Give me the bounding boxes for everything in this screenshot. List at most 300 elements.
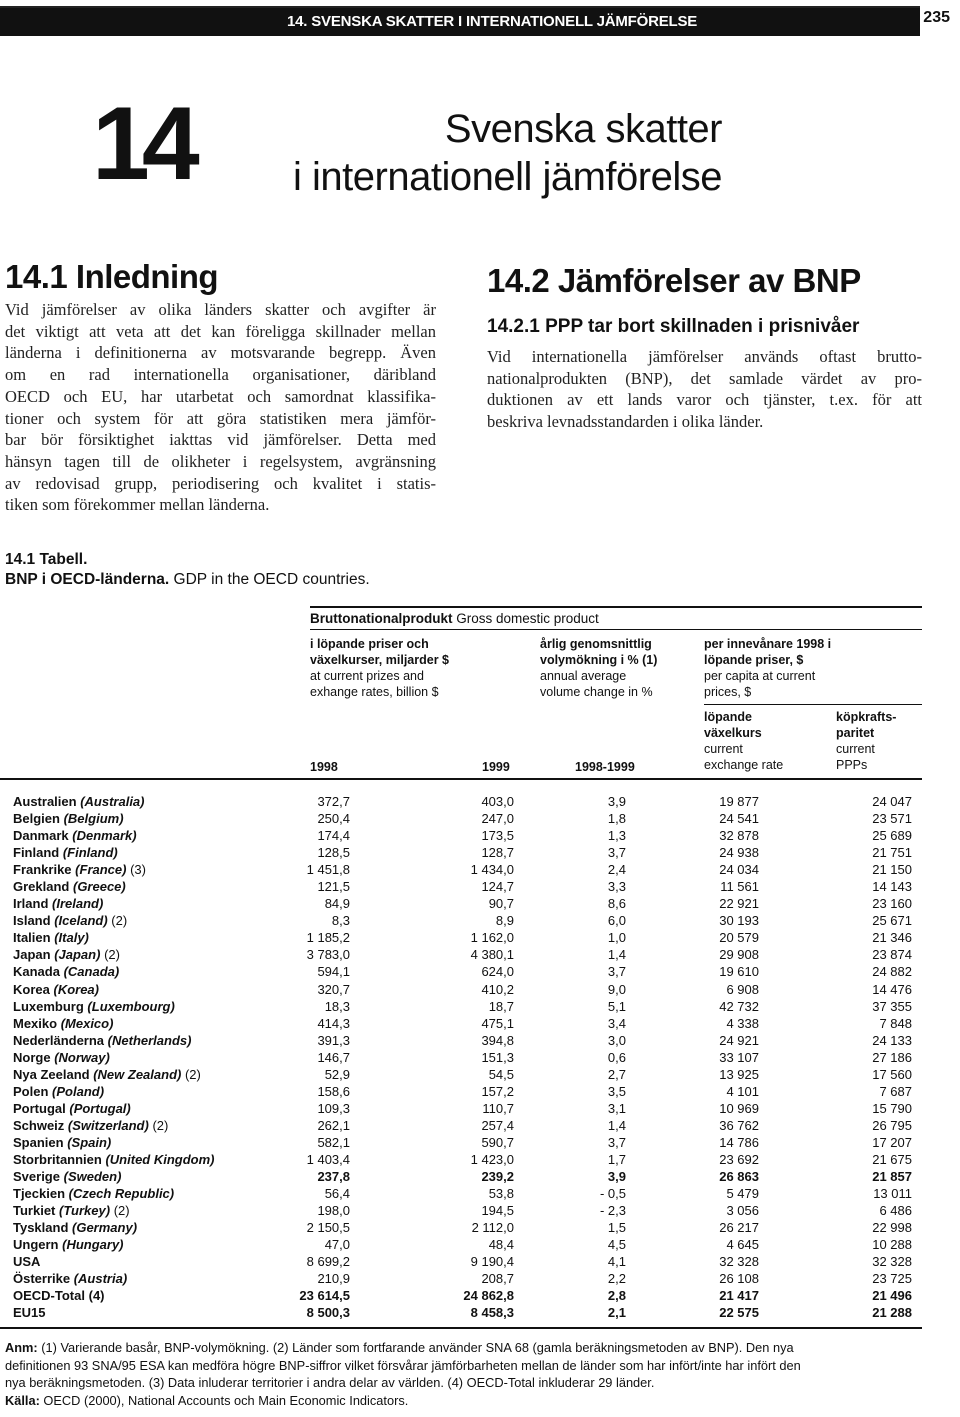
country-name-en: (Poland) [52, 1083, 105, 1099]
value-cell: 198,0 [317, 1203, 350, 1219]
value-cell: 2,1 [607, 1305, 626, 1321]
table-row [0, 1015, 960, 1032]
paragraph-line: duktionen av ett lands varor och tjänster, t.ex. för att [487, 390, 922, 410]
table-row [0, 878, 960, 895]
chapter-title [222, 105, 722, 201]
year-range: 1998-1999 [575, 760, 635, 774]
country-name-en: (Canada) [63, 964, 120, 980]
value-cell: 1 434,0 [470, 862, 514, 878]
paragraph-line: om en rad internationella organisationer, däribland [5, 365, 436, 385]
group-header-sv: Bruttonationalprodukt [310, 611, 453, 626]
value-cell: 24 541 [719, 811, 759, 827]
value-cell: 391,3 [317, 1032, 350, 1048]
value-cell: 1 451,8 [306, 862, 350, 878]
country-name-sv: Italien [13, 930, 51, 946]
value-cell: 53,8 [488, 1186, 514, 1202]
value-cell: 8,6 [607, 896, 626, 912]
table-row [0, 1168, 960, 1185]
country-name-en: (Finland) [62, 845, 118, 861]
section-heading-14-2: 14.2 Jämförelser av BNP [487, 262, 861, 299]
value-cell: 3 783,0 [306, 947, 350, 963]
value-cell: 25 689 [872, 828, 912, 844]
value-cell: 109,3 [317, 1100, 350, 1116]
table-title-en: GDP in the OECD countries. [173, 571, 370, 588]
paragraph-line: nationalprodukten (BNP), det samlade värdet av pro- [487, 368, 922, 388]
country-name-en: (Hungary) [62, 1237, 124, 1253]
table-notes [5, 1339, 910, 1409]
table-row [0, 1151, 960, 1168]
table-row [0, 1134, 960, 1151]
country-name-sv: EU15 [13, 1305, 46, 1321]
col-a-header [310, 636, 449, 700]
col-c2-sv-1: köpkrafts- [836, 710, 897, 724]
value-cell: 52,9 [324, 1066, 350, 1082]
value-cell: 4 645 [726, 1237, 759, 1253]
value-cell: 21 346 [872, 930, 912, 946]
value-cell: 403,0 [481, 794, 514, 809]
value-cell: 22 921 [719, 896, 759, 912]
country-name-sv: Norge [13, 1049, 51, 1065]
value-cell: 29 908 [719, 947, 759, 963]
value-cell: 372,7 [317, 794, 350, 809]
table-row [0, 1270, 960, 1287]
col-c2-header [836, 709, 896, 773]
value-cell: 84,9 [324, 896, 350, 912]
value-cell: 320,7 [317, 981, 350, 997]
country-cell [13, 827, 137, 844]
country-name-en: (Germany) [72, 1220, 138, 1236]
country-name-en: (Czech Republic) [68, 1186, 175, 1202]
value-cell: 9 190,4 [470, 1254, 514, 1270]
country-cell [13, 1304, 46, 1321]
chapter-number: 14 [92, 86, 192, 202]
country-name-sv: Portugal [13, 1100, 66, 1116]
value-cell: 1 185,2 [306, 930, 350, 946]
value-cell: 17 560 [872, 1066, 912, 1082]
value-cell: 90,7 [488, 896, 514, 912]
value-cell: 8,3 [331, 913, 350, 929]
value-cell: 590,7 [481, 1134, 514, 1150]
value-cell: 23 160 [872, 896, 912, 912]
table-row [0, 1236, 960, 1253]
value-cell: 208,7 [481, 1271, 514, 1287]
country-cell [13, 1287, 105, 1304]
value-cell: 2,2 [607, 1271, 626, 1287]
value-cell: 3,4 [607, 1015, 626, 1031]
chapter-title-line1: Svenska skatter [444, 107, 722, 151]
value-cell: 19 610 [719, 964, 759, 980]
value-cell: 2,8 [607, 1288, 626, 1304]
header-rule-2 [310, 629, 922, 630]
value-cell: 26 217 [719, 1220, 759, 1236]
value-cell: 32 328 [719, 1254, 759, 1270]
value-cell: 18,7 [488, 998, 514, 1014]
table-row [0, 981, 960, 998]
value-cell: 237,8 [317, 1169, 350, 1185]
value-cell: 24 921 [719, 1032, 759, 1048]
value-cell: 11 561 [720, 879, 759, 895]
country-cell [13, 1134, 111, 1151]
value-cell: 1,8 [607, 811, 626, 827]
value-cell: 1,0 [607, 930, 626, 946]
country-cell [13, 878, 126, 895]
table-title [5, 550, 370, 590]
table-row [0, 1304, 960, 1321]
country-name-en: (Ireland) [52, 896, 104, 912]
country-name-en: (Sweden) [63, 1169, 122, 1185]
value-cell: - 0,5 [599, 1186, 626, 1202]
country-name-sv: Sverige [13, 1169, 60, 1185]
value-cell: 250,4 [317, 811, 350, 827]
country-name-sv: Island [13, 913, 51, 929]
col-c-en-1: per capita at current [704, 669, 816, 683]
col-c2-sv-2: paritet [836, 726, 875, 740]
value-cell: 18,3 [324, 998, 350, 1014]
country-name-en: (Switzerland) [67, 1117, 149, 1133]
country-name-en: (Luxembourg) [87, 998, 175, 1014]
country-name-sv: Polen [13, 1083, 49, 1099]
value-cell: 4 338 [726, 1015, 759, 1031]
value-cell: 21 150 [872, 862, 912, 878]
country-name-sv: Tyskland [13, 1220, 69, 1236]
country-name-en: (France) [75, 862, 127, 878]
country-name-sv: Storbritannien [13, 1151, 102, 1167]
value-cell: 23 874 [872, 947, 912, 963]
value-cell: 23 725 [872, 1271, 912, 1287]
country-name-sv: Nederländerna [13, 1032, 105, 1048]
value-cell: 3,0 [607, 1032, 626, 1048]
country-name-en: (Belgium) [63, 811, 124, 827]
country-note: (2) [113, 1203, 130, 1219]
table-row [0, 912, 960, 929]
value-cell: 4 380,1 [470, 947, 514, 963]
value-cell: 21 675 [872, 1151, 912, 1167]
value-cell: 1,4 [607, 947, 626, 963]
value-cell: 30 193 [719, 913, 759, 929]
col-a-en-1: at current prizes and [310, 669, 424, 683]
value-cell: 32 878 [719, 828, 759, 844]
col-c1-en2: exchange rate [704, 758, 784, 772]
value-cell: 23 571 [872, 811, 912, 827]
value-cell: 21 857 [872, 1169, 912, 1185]
value-cell: 151,3 [481, 1049, 514, 1065]
table-row [0, 810, 960, 827]
country-name-en: (Mexico) [60, 1015, 114, 1031]
value-cell: 21 417 [719, 1288, 759, 1304]
country-name-en: (Iceland) [54, 913, 108, 929]
country-name-sv: Turkiet [13, 1203, 56, 1219]
country-cell [13, 1032, 191, 1049]
country-cell [13, 946, 120, 963]
value-cell: 36 762 [719, 1117, 759, 1133]
value-cell: 5 479 [726, 1186, 759, 1202]
value-cell: 24 133 [872, 1032, 912, 1048]
paragraph-line: det viktigt att veta att det kan föreligga skillnader mellan [5, 321, 436, 341]
value-cell: 20 579 [719, 930, 759, 946]
value-cell: 7 848 [879, 1015, 912, 1031]
value-cell: 24 034 [719, 862, 759, 878]
value-cell: 32 328 [872, 1254, 912, 1270]
value-cell: 10 288 [872, 1237, 912, 1253]
country-cell [13, 963, 119, 980]
country-note: (3) [130, 862, 146, 878]
table-row [0, 929, 960, 946]
value-cell: 1,5 [607, 1220, 626, 1236]
value-cell: 1 423,0 [470, 1151, 514, 1167]
country-name-en: (Portugal) [69, 1100, 131, 1116]
country-name-sv: Frankrike [13, 862, 72, 878]
country-cell [13, 895, 103, 912]
value-cell: 4,5 [607, 1237, 626, 1253]
value-cell: 128,7 [481, 845, 514, 861]
value-cell: 23 692 [719, 1151, 759, 1167]
country-cell [13, 1100, 131, 1117]
value-cell: 239,2 [481, 1169, 514, 1185]
value-cell: 3,5 [607, 1083, 626, 1099]
value-cell: 158,6 [317, 1083, 350, 1099]
value-cell: 8 500,3 [306, 1305, 350, 1321]
col-c1-header [704, 709, 783, 773]
table-row [0, 827, 960, 844]
value-cell: 47,0 [324, 1237, 350, 1253]
country-name-en: (Turkey) [59, 1203, 111, 1219]
value-cell: 624,0 [481, 964, 514, 980]
country-cell [13, 1151, 215, 1168]
value-cell: 4,1 [607, 1254, 626, 1270]
country-name-sv: Mexiko [13, 1015, 58, 1031]
value-cell: 25 671 [872, 913, 912, 929]
year-1999: 1999 [482, 760, 510, 774]
value-cell: 128,5 [317, 845, 350, 861]
col-b-sv-2: volymökning i % (1) [540, 653, 658, 667]
country-cell [13, 1236, 124, 1253]
value-cell: 19 877 [719, 794, 759, 809]
value-cell: 0,6 [607, 1049, 626, 1065]
table-row [0, 1117, 960, 1134]
value-cell: 110,7 [482, 1100, 514, 1116]
value-cell: 26 108 [719, 1271, 759, 1287]
country-cell [13, 912, 127, 929]
country-name-en: (Netherlands) [107, 1032, 192, 1048]
value-cell: 1 162,0 [470, 930, 514, 946]
country-name-en: (Korea) [53, 981, 99, 997]
note-line: Källa: OECD (2000), National Accounts och Main Economic Indicators. [5, 1392, 409, 1408]
value-cell: 5,1 [607, 998, 626, 1014]
table-row [0, 963, 960, 980]
table-row [0, 1100, 960, 1117]
value-cell: 194,5 [481, 1203, 514, 1219]
country-name-sv: Ungern [13, 1237, 59, 1253]
value-cell: 3,7 [607, 845, 626, 861]
table-row [0, 946, 960, 963]
value-cell: 1,3 [607, 828, 626, 844]
country-cell [13, 981, 99, 998]
value-cell: 14 786 [719, 1134, 759, 1150]
value-cell: - 2,3 [599, 1203, 626, 1219]
country-name-sv: Schweiz [13, 1117, 65, 1133]
value-cell: 247,0 [481, 811, 514, 827]
value-cell: 2,7 [607, 1066, 626, 1082]
col-c-en-2: prices, $ [704, 685, 752, 699]
country-name-sv: Spanien [13, 1134, 64, 1150]
value-cell: 14 143 [872, 879, 912, 895]
country-name-sv: OECD-Total [13, 1288, 85, 1304]
country-cell [13, 1253, 40, 1270]
value-cell: 21 751 [872, 845, 912, 861]
subsection-heading-14-2-1: 14.2.1 PPP tar bort skillnaden i prisnivåer [487, 316, 860, 337]
value-cell: 257,4 [481, 1117, 514, 1133]
paragraph-line: tioner och system för att göra statistiken mera jämför- [5, 408, 436, 428]
header-rule-top [310, 606, 922, 608]
value-cell: 26 863 [719, 1169, 759, 1185]
country-note: (4) [88, 1288, 105, 1304]
table-row [0, 844, 960, 861]
country-cell [13, 1015, 113, 1032]
country-cell [13, 1049, 110, 1066]
value-cell: 1,7 [607, 1151, 626, 1167]
col-b-en-1: annual average [540, 669, 627, 683]
table-row [0, 1287, 960, 1304]
value-cell: 22 575 [719, 1305, 759, 1321]
value-cell: 37 355 [872, 998, 912, 1014]
value-cell: 13 925 [719, 1066, 759, 1082]
note-line: nya beräkningsmetoden. (3) Data inluderar territorier i andra delar av världen. (4) OECD-Total inkluderar 29 länder. [5, 1375, 655, 1390]
section-heading-14-1: 14.1 Inledning [5, 258, 219, 295]
table-rule-end [0, 1327, 922, 1329]
country-name-sv: USA [13, 1254, 41, 1270]
table-row [0, 1083, 960, 1100]
value-cell: 2 150,5 [306, 1220, 350, 1236]
table-row [0, 793, 960, 810]
country-cell [13, 1185, 174, 1202]
table-title-sv: BNP i OECD-länderna. [5, 571, 170, 588]
country-name-en: (United Kingdom) [105, 1151, 215, 1167]
country-name-en: (Spain) [67, 1134, 112, 1150]
value-cell: 6,0 [607, 913, 626, 929]
country-name-sv: Finland [13, 845, 60, 861]
col-c1-en: current [704, 742, 743, 756]
table-row [0, 1032, 960, 1049]
country-name-sv: Luxemburg [13, 998, 84, 1014]
paragraph-line: Vid internationella jämförelser används oftast brutto- [487, 347, 922, 366]
value-cell: 157,2 [481, 1083, 514, 1099]
paragraph-line: länderna i definitionerna av motsvarande begrepp. Även [5, 343, 436, 363]
table-row [0, 1219, 960, 1236]
value-cell: 22 998 [872, 1220, 912, 1236]
country-cell [13, 810, 124, 827]
value-cell: 3,3 [607, 879, 626, 895]
country-cell [13, 1202, 130, 1219]
country-name-en: (Italy) [54, 930, 89, 946]
country-note: (2) [152, 1117, 169, 1133]
value-cell: 582,1 [317, 1134, 350, 1150]
value-cell: 24 862,8 [463, 1288, 514, 1304]
value-cell: 475,1 [481, 1015, 514, 1031]
table-row [0, 861, 960, 878]
value-cell: 27 186 [872, 1049, 912, 1065]
country-cell [13, 793, 145, 810]
country-cell [13, 998, 175, 1015]
paragraph-line: bar bör försiktighet iakttas vid jämförelser. Detta med [5, 430, 436, 450]
group-header [310, 611, 599, 627]
table-row [0, 1253, 960, 1270]
section-14-1-paragraph [5, 299, 436, 516]
country-name-sv: Irland [13, 896, 49, 912]
year-1998: 1998 [310, 760, 338, 774]
value-cell: 24 047 [872, 794, 912, 809]
value-cell: 262,1 [317, 1117, 350, 1133]
table-body [0, 793, 960, 1321]
value-cell: 8,9 [495, 913, 514, 929]
value-cell: 121,5 [317, 879, 350, 895]
country-name-sv: Tjeckien [13, 1186, 66, 1202]
table-row [0, 1066, 960, 1083]
value-cell: 33 107 [719, 1049, 759, 1065]
country-note: (2) [104, 947, 120, 963]
value-cell: 8 699,2 [306, 1254, 350, 1270]
value-cell: 1 403,4 [306, 1151, 350, 1167]
value-cell: 2 112,0 [471, 1220, 514, 1236]
chapter-title-line2: i internationell jämförelse [293, 155, 722, 199]
header-rule-3 [704, 704, 922, 705]
country-note: (2) [184, 1066, 201, 1082]
country-cell [13, 1168, 121, 1185]
country-name-en: (Norway) [54, 1049, 110, 1065]
table-row [0, 1202, 960, 1219]
value-cell: 8 458,3 [470, 1305, 514, 1321]
value-cell: 3,7 [607, 964, 626, 980]
country-name-en: (Denmark) [72, 828, 137, 844]
value-cell: 17 207 [872, 1134, 912, 1150]
paragraph-line: av redovisad grupp, periodisering och kvalitet i statis- [5, 473, 436, 493]
table-row [0, 1049, 960, 1066]
table-label: 14.1 Tabell. [5, 551, 88, 568]
value-cell: 21 288 [872, 1305, 912, 1321]
table-row [0, 998, 960, 1015]
value-cell: 10 969 [719, 1100, 759, 1116]
value-cell: 24 882 [872, 964, 912, 980]
col-b-en-2: volume change in % [540, 685, 653, 699]
country-note: (2) [111, 913, 128, 929]
value-cell: 13 011 [873, 1186, 912, 1202]
col-b-sv-1: årlig genomsnittlig [540, 637, 652, 651]
value-cell: 210,9 [317, 1271, 350, 1287]
value-cell: 24 938 [719, 845, 759, 861]
note-line: definitionen 93 SNA/95 ESA kan medföra högre BNP-siffror vilket försvårar jämförbarheten mellan de länder som har infört/inte har infört den [5, 1357, 801, 1373]
section-14-2-paragraph [487, 346, 922, 433]
paragraph-line: beskriva levnadsstandarden i olika länder. [487, 412, 764, 432]
value-cell: 21 496 [872, 1288, 912, 1304]
country-name-sv: Nya Zeeland [13, 1066, 90, 1082]
value-cell: 414,3 [317, 1015, 350, 1031]
country-cell [13, 1219, 137, 1236]
value-cell: 2,4 [607, 862, 626, 878]
country-cell [13, 861, 146, 878]
country-name-en: (Greece) [72, 879, 126, 895]
col-c2-en2: PPPs [836, 758, 868, 772]
value-cell: 26 795 [872, 1117, 912, 1133]
col-a-sv-2: växelkurser, miljarder $ [310, 653, 449, 667]
country-name-sv: Australien [13, 794, 77, 809]
country-cell [13, 1117, 168, 1134]
paragraph-line: tiken som förekommer mellan länderna. [5, 495, 270, 515]
country-name-en: (Australia) [80, 794, 145, 809]
value-cell: 410,2 [481, 981, 514, 997]
country-cell [13, 1083, 104, 1100]
value-cell: 3,9 [607, 794, 626, 809]
country-cell [13, 1066, 201, 1083]
value-cell: 3 056 [726, 1203, 759, 1219]
